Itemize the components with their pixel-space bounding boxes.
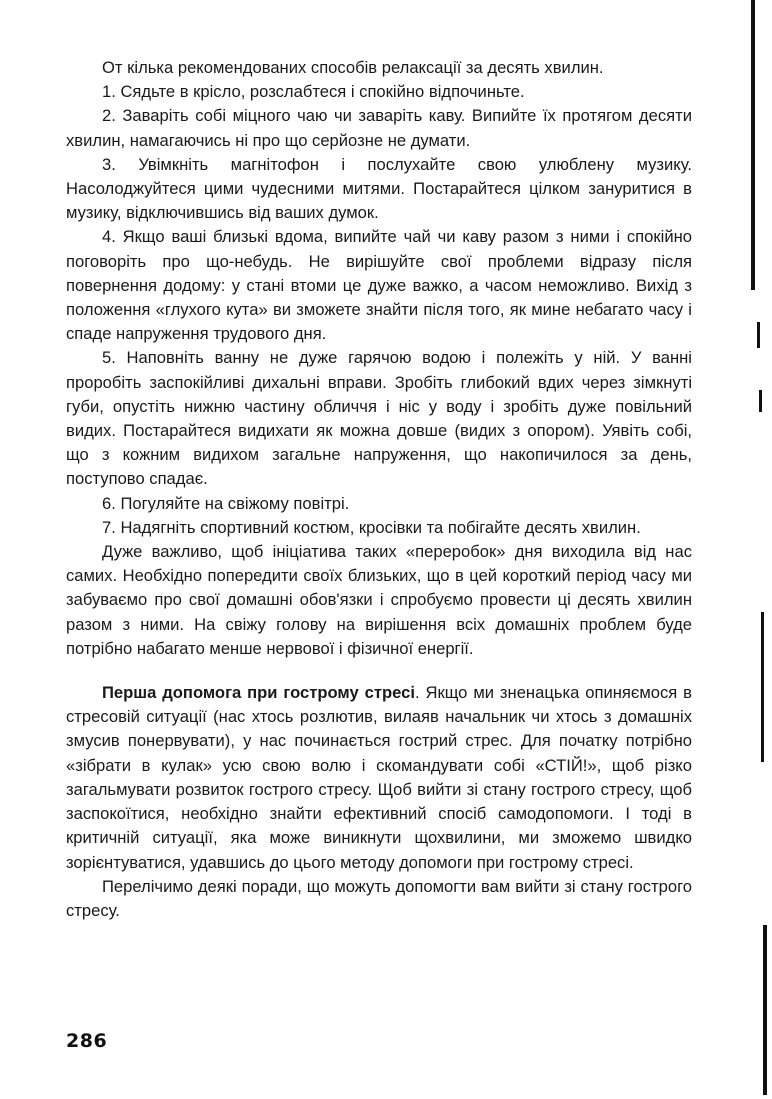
page-body — [66, 56, 692, 923]
paragraph-tip-5: 5. Наповніть ванну не дуже гарячою водою і полежіть у ній. У ванні проробіть заспокійливі дихальні вправи. Зробіть глибокий вдих через зімкнуті губи, опустіть нижню частину обличчя і ніс у воду і зробіть дуже повільний видих. Постарайтеся видихати як можна довше (видих з опором). Уявіть собі, що з кожним видихом загальне напруження, що накопичилося за день, поступово спадає. — [66, 348, 692, 489]
paragraph-acute-stress — [66, 681, 692, 875]
page-number: 286 — [66, 1030, 108, 1052]
page-edge-mark-3 — [761, 612, 764, 762]
paragraph-tip-4: 4. Якщо ваші близькі вдома, випийте чай чи каву разом з ними і спокійно поговоріть про що-небудь. Не вирішуйте свої проблеми відразу після повернення додому: у стані втоми це дуже важко, а часом неможливо. Вихід з положення «глухого кута» ви зможете знайти після того, як мине небагато часу і спаде напруження трудового дня. — [66, 227, 692, 344]
paragraph-tip-3: 3. Увімкніть магнітофон і послухайте свою улюблену музику. Насолоджуйтеся цими чудесними митями. Постарайтеся цілком зануритися в музику, відключившись від ваших думок. — [66, 154, 692, 223]
paragraph-closing: Перелічимо деякі поради, що можуть допомогти вам вийти зі стану гострого стресу. — [66, 876, 692, 920]
paragraph-intro: От кілька рекомендованих способів релаксації за десять хвилин. — [102, 58, 604, 77]
page-edge-mark-2 — [759, 390, 762, 412]
paragraph-tip-6: 6. Погуляйте на свіжому повітрі. — [102, 493, 350, 513]
paragraph-tip-7: 7. Надягніть спортивний костюм, кросівки та побігайте десять хвилин. — [102, 517, 641, 537]
page-edge-line-bottom — [763, 925, 767, 1095]
section-heading: Перша допомога при гострому стресі — [102, 683, 415, 703]
page-edge-line-top — [751, 0, 755, 290]
section-body: . Якщо ми зненацька опиняємося в стресовій ситуації (нас хтось розлютив, вилаяв начальник чи хтось з домашніх змусив понервувати), у нас починається гострий стрес. Для початку потрібно «зібрати в кулак» усю свою волю і скомандувати собі «СТІЙ!», щоб різко загальмувати розвиток гострого стресу. Щоб вийти зі стану гострого стресу, щоб заспокоїтися, необхідно знайти ефективний спосіб самодопомоги. І тоді в критичній ситуації, яка може виникнути щохвилини, ми зможемо швидко зорієнтуватися, удавшись до цього методу допомоги при гострому стресі. — [66, 683, 692, 872]
page-edge-mark-1 — [757, 322, 760, 348]
paragraph-importance: Дуже важливо, щоб ініціатива таких «переробок» дня виходила від нас самих. Необхідно попередити своїх близьких, що в цей короткий період часу ми забуваємо про свої домашні обов'язки і спробуємо провести ці десять хвилин разом з ними. На свіжу голову на вирішення всіх домашніх проблем буде потрібно набагато менше нервової і фізичної енергії. — [66, 542, 692, 658]
paragraph-tip-2: 2. Заваріть собі міцного чаю чи заваріть каву. Випийте їх протягом десяти хвилин, намагаючись ні про що серйозне не думати. — [66, 106, 692, 150]
paragraph-tip-1: 1. Сядьте в крісло, розслабтеся і спокійно відпочиньте. — [102, 82, 525, 102]
